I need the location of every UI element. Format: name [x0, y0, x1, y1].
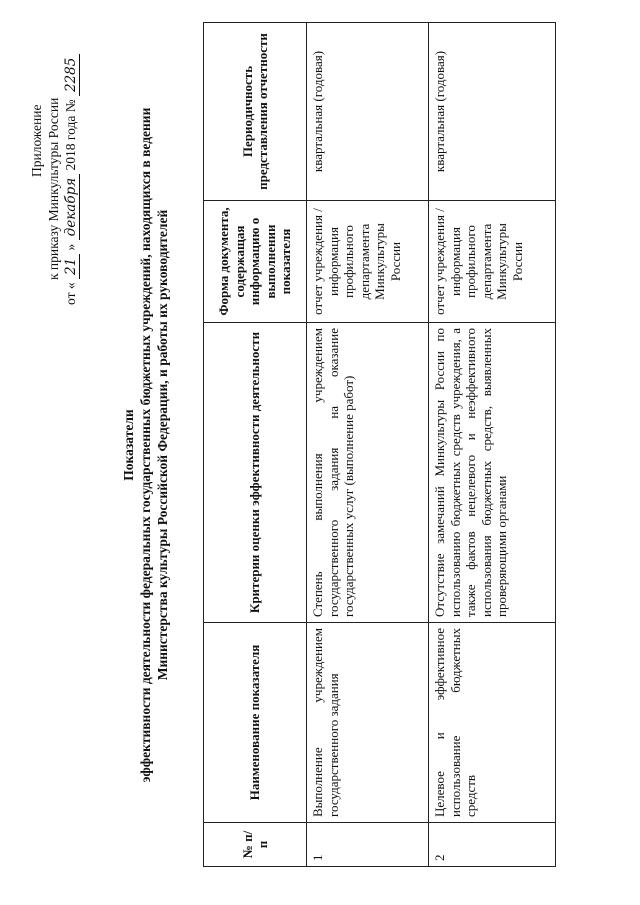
- row-name: Целевое и эффективное использование бюджетных средств: [429, 623, 556, 823]
- table-header-row: [204, 23, 307, 867]
- date-prefix: от «: [63, 282, 78, 305]
- order-number: 2285: [63, 54, 80, 96]
- title-line-3: Министерства культуры Российской Федерации, и работы их руководителей: [155, 209, 170, 681]
- row-number: 2: [429, 823, 556, 867]
- title-line-1: Показатели: [121, 409, 136, 481]
- header-form: Форма документа, содержащая информацию о выполнении показателя: [204, 201, 307, 323]
- date-year: 2018 года №: [63, 99, 78, 171]
- header-name: Наименование показателя: [204, 623, 307, 823]
- appendix-label: Приложение: [29, 104, 44, 177]
- row-name: Выполнение учреждением государственного задания: [307, 623, 429, 823]
- row-period: квартальная (годовая): [429, 23, 556, 201]
- row-criteria: Отсутствие замечаний Минкультуры России по использованию бюджетных средств учреждения, а также фактов нецелевого и неэффективного использования бюджетных средств, выявленных проверяющими органами: [429, 323, 556, 623]
- date-month: декабря: [63, 174, 80, 240]
- row-form: отчет учреждения / информация профильного департамента Минкультуры России: [307, 201, 429, 323]
- appendix-block: [28, 15, 80, 305]
- row-criteria: Степень выполнения учреждением государственного задания на оказание государственных услуг (выполнение работ): [307, 323, 429, 623]
- row-number: 1: [307, 823, 429, 867]
- header-criteria: Критерии оценки эффективности деятельности: [204, 323, 307, 623]
- indicators-table: [203, 22, 556, 867]
- document-title: [120, 45, 171, 845]
- header-period: Периодичность представления отчетности: [204, 23, 307, 201]
- date-mid: »: [63, 243, 78, 251]
- appendix-date-line: [62, 15, 80, 305]
- row-form: отчет учреждения / информация профильного департамента Минкультуры России: [429, 201, 556, 323]
- row-period: квартальная (годовая): [307, 23, 429, 201]
- appendix-order-ref: к приказу Минкультуры России: [46, 97, 61, 280]
- table-row: [429, 23, 556, 867]
- date-day: 21: [63, 254, 80, 279]
- header-number: № п/п: [204, 823, 307, 867]
- table-row: [307, 23, 429, 867]
- title-line-2: эффективности деятельности федеральных государственных бюджетных учреждений, находящихся в ведении: [138, 107, 153, 783]
